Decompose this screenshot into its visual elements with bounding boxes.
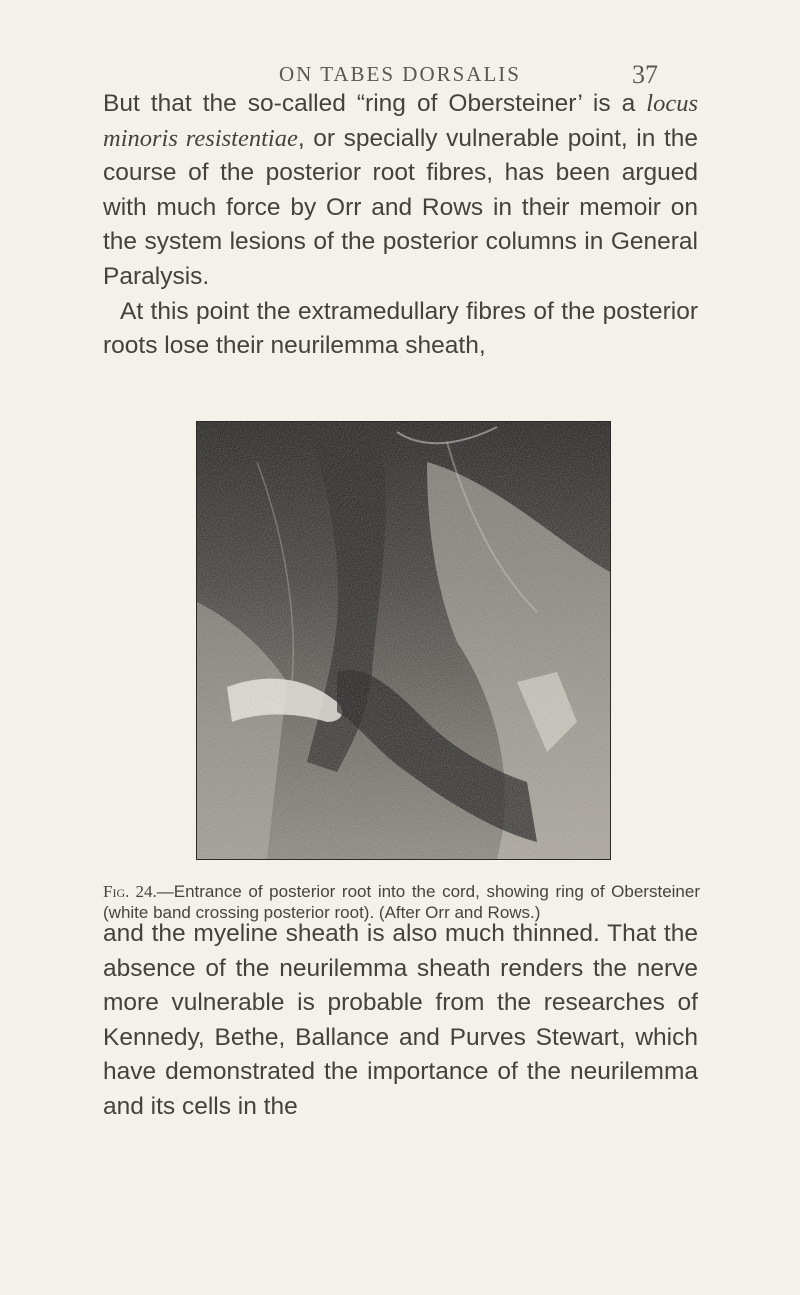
paragraph-1 [103, 87, 698, 295]
paragraph-1-italic-phrase: locus minoris resistentiae [103, 90, 698, 152]
running-head [0, 60, 800, 90]
figure-micrograph [196, 421, 611, 860]
running-head-title: ON TABES DORSALIS [279, 62, 521, 86]
paragraph-2: At this point the extramedullary fibres of the posterior roots lose their neurilemma sheath, [103, 297, 698, 360]
paragraph-1-text-b: , or specially vulnerable point, in the course of the posterior root fibres, has been argued with much force by Orr and Rows in their memoir on the system lesions of the posterior columns in General Paralysis. [103, 124, 699, 290]
paragraph-3: and the myeline sheath is also much thinned. That the absence of the neurilemma sheath renders the nerve more vulnerable is probable from the researches of Kennedy, Bethe, Ballance and Purves Stewart, which have demonstrated the importance of the neurilemma and its cells in the [103, 920, 698, 1120]
body-text-top [103, 87, 698, 364]
page-number: 37 [632, 60, 658, 89]
paragraph-1-text-a: But that the so-called “ring of Obersteiner’ is a [103, 90, 647, 117]
body-text-bottom [103, 917, 698, 1125]
micrograph-illustration [197, 422, 610, 859]
figure-label: Fig. 24. [103, 882, 157, 901]
figure-caption-text: —Entrance of posterior root into the cord, showing ring of Obersteiner (white band crossing posterior root). (After Orr and Rows.) [103, 882, 700, 922]
